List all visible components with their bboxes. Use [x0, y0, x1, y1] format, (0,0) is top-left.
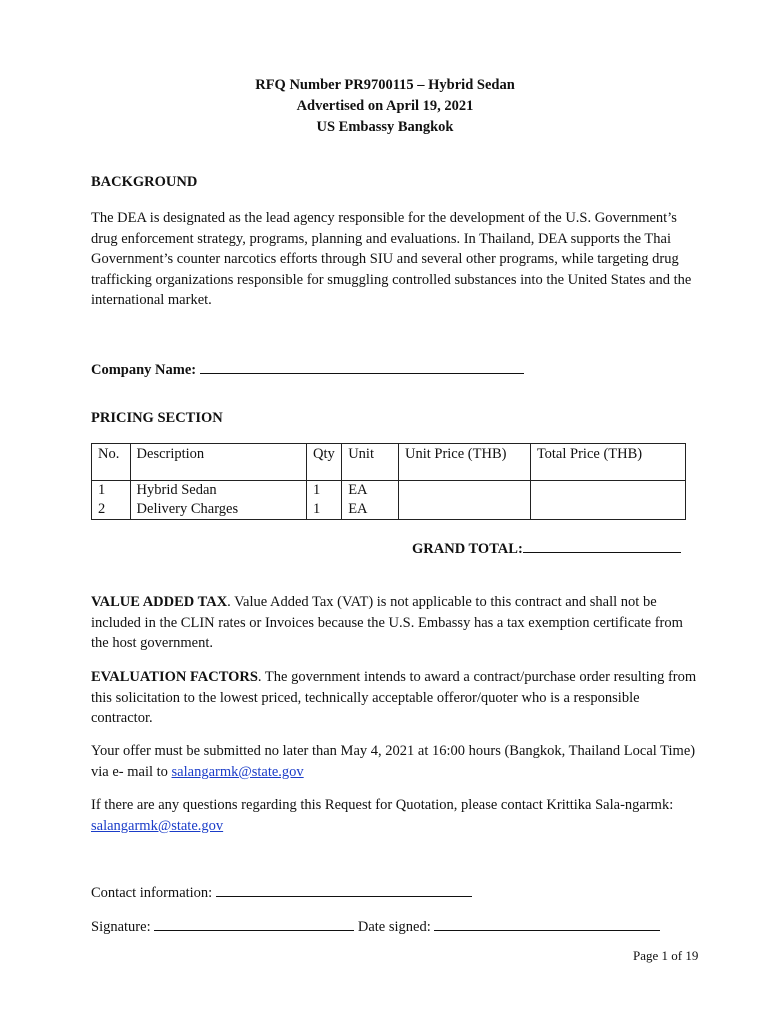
evaluation-title: EVALUATION FACTORS [91, 669, 258, 685]
date-signed-label: Date signed: [357, 919, 431, 935]
evaluation-paragraph [91, 667, 701, 729]
table-header-row [92, 444, 686, 481]
row-total-price-cell[interactable] [530, 500, 685, 520]
row-description: Delivery Charges [130, 500, 306, 520]
column-header: Total Price (THB) [530, 444, 685, 481]
rfq-number: RFQ Number PR9700115 – Hybrid Sedan [255, 77, 515, 93]
column-header: Unit [342, 444, 399, 481]
contact-info-field [91, 882, 701, 904]
submission-email-link[interactable]: salangarmk@state.gov [171, 763, 304, 780]
questions-text: If there are any questions regarding this Request for Quotation, please contact Krittika Sala-ngarmk: [91, 797, 674, 813]
row-no: 1 [92, 481, 131, 501]
column-header: Qty [306, 444, 341, 481]
row-no: 2 [92, 500, 131, 520]
grand-total [412, 538, 681, 558]
contact-info-label: Contact information: [91, 885, 213, 901]
submission-text: Your offer must be submitted no later than May 4, 2021 at 16:00 hours (Bangkok, Thailand Local Time) via e- mail to [91, 743, 696, 780]
pricing-table [91, 443, 686, 520]
row-qty: 1 [306, 500, 341, 520]
embassy-name: US Embassy Bangkok [316, 119, 454, 135]
row-unit-price-cell[interactable] [398, 481, 530, 501]
vat-paragraph [91, 592, 701, 654]
row-unit: EA [342, 481, 399, 501]
row-unit: EA [342, 500, 399, 520]
row-description: Hybrid Sedan [130, 481, 306, 501]
grand-total-blank[interactable] [523, 538, 681, 553]
page-number: Page 1 of 19 [633, 948, 699, 963]
questions-paragraph [91, 795, 701, 836]
vat-text: . Value Added Tax (VAT) is not applicable to this contract and shall not be included in the CLIN rates or Invoices because the U.S. Embassy has a tax exemption certificate from the host government. [91, 594, 683, 651]
signature-label: Signature: [91, 919, 151, 935]
submission-paragraph [91, 741, 701, 782]
vat-title: VALUE ADDED TAX [91, 594, 228, 610]
row-qty: 1 [306, 481, 341, 501]
evaluation-text: . The government intends to award a contract/purchase order resulting from this solicitation to the lowest priced, technically acceptable offeror/quoter who is a responsible contractor. [91, 669, 697, 726]
questions-email-link[interactable]: salangarmk@state.gov [91, 817, 224, 834]
background-heading: BACKGROUND [91, 174, 198, 190]
document-header [0, 75, 770, 138]
column-header: No. [92, 444, 131, 481]
company-name-field [91, 359, 524, 379]
contact-info-blank[interactable] [216, 882, 472, 897]
table-row [92, 500, 686, 520]
row-total-price-cell[interactable] [530, 481, 685, 501]
company-name-label: Company Name: [91, 362, 197, 378]
table-row [92, 481, 686, 501]
column-header: Unit Price (THB) [398, 444, 530, 481]
signature-blank[interactable] [154, 916, 354, 931]
advertised-date: Advertised on April 19, 2021 [296, 98, 474, 114]
date-signed-blank[interactable] [434, 916, 660, 931]
row-unit-price-cell[interactable] [398, 500, 530, 520]
company-name-blank[interactable] [200, 359, 524, 374]
background-text: The DEA is designated as the lead agency responsible for the development of the U.S. Government’s drug enforcement strategy, programs, planning and evaluations. In Thailand, DEA supports the Thai Government’s counter narcotics efforts through SIU and several other programs, while targeting drug trafficking organizations responsible for smuggling controlled substances into the United States and the international market. [91, 210, 692, 308]
signature-line [91, 916, 701, 938]
pricing-heading: PRICING SECTION [91, 410, 223, 426]
column-header: Description [130, 444, 306, 481]
grand-total-label: GRAND TOTAL: [412, 541, 523, 557]
